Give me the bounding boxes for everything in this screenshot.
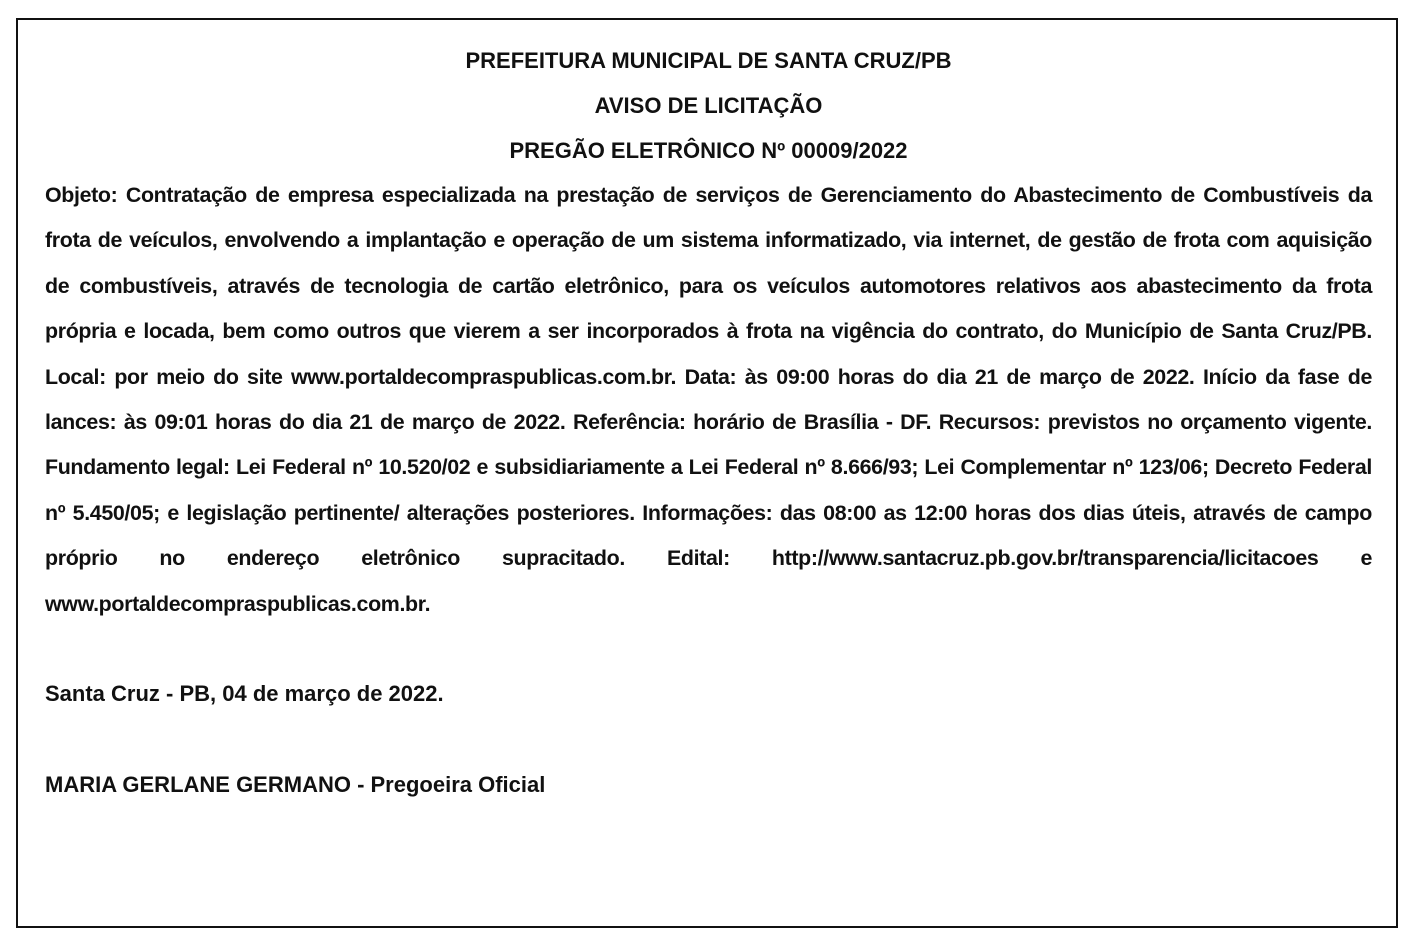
issuer-heading: PREFEITURA MUNICIPAL DE SANTA CRUZ/PB [465, 48, 952, 73]
notice-body-paragraph: Objeto: Contratação de empresa especializada na prestação de serviços de Gerenciamento do Abastecimento de Combustíveis da frota de veículos, envolvendo a implantação e operação de um sistema informatizado, via internet, de gestão de frota com aquisição de combustíveis, através de tecnologia de cartão eletrônico, para os veículos automotores relativos aos abastecimento da frota própria e locada, bem como outros que vierem a ser incorporados à frota na vigência do contrato, do Município de Santa Cruz/PB. Local: por meio do site www.portaldecompraspublicas.com.br. Data: às 09:00 horas do dia 21 de março de 2022. Início da fase de lances: às 09:01 horas do dia 21 de março de 2022. Referência: horário de Brasília - DF. Recursos: previstos no orçamento vigente. Fundamento legal: Lei Federal nº 10.520/02 e subsidiariamente a Lei Federal nº 8.666/93; Lei Complementar nº 123/06; Decreto Federal nº 5.450/05; e legislação pertinente/ alterações posteriores. Informações: das 08:00 as 12:00 horas dos dias úteis, através de campo próprio no endereço eletrônico supracitado. Edital: http://www.santacruz.pb.gov.br/transparencia/licitacoes e www.portaldecompraspublicas.com.br. [45, 183, 1372, 616]
notice-frame [16, 18, 1398, 928]
notice-content [45, 38, 1372, 807]
notice-type-heading: AVISO DE LICITAÇÃO [594, 93, 823, 118]
procurement-number-heading: PREGÃO ELETRÔNICO Nº 00009/2022 [509, 138, 908, 163]
signature-line: MARIA GERLANE GERMANO - Pregoeira Oficial [45, 772, 546, 798]
place-date-line: Santa Cruz - PB, 04 de março de 2022. [45, 681, 444, 707]
